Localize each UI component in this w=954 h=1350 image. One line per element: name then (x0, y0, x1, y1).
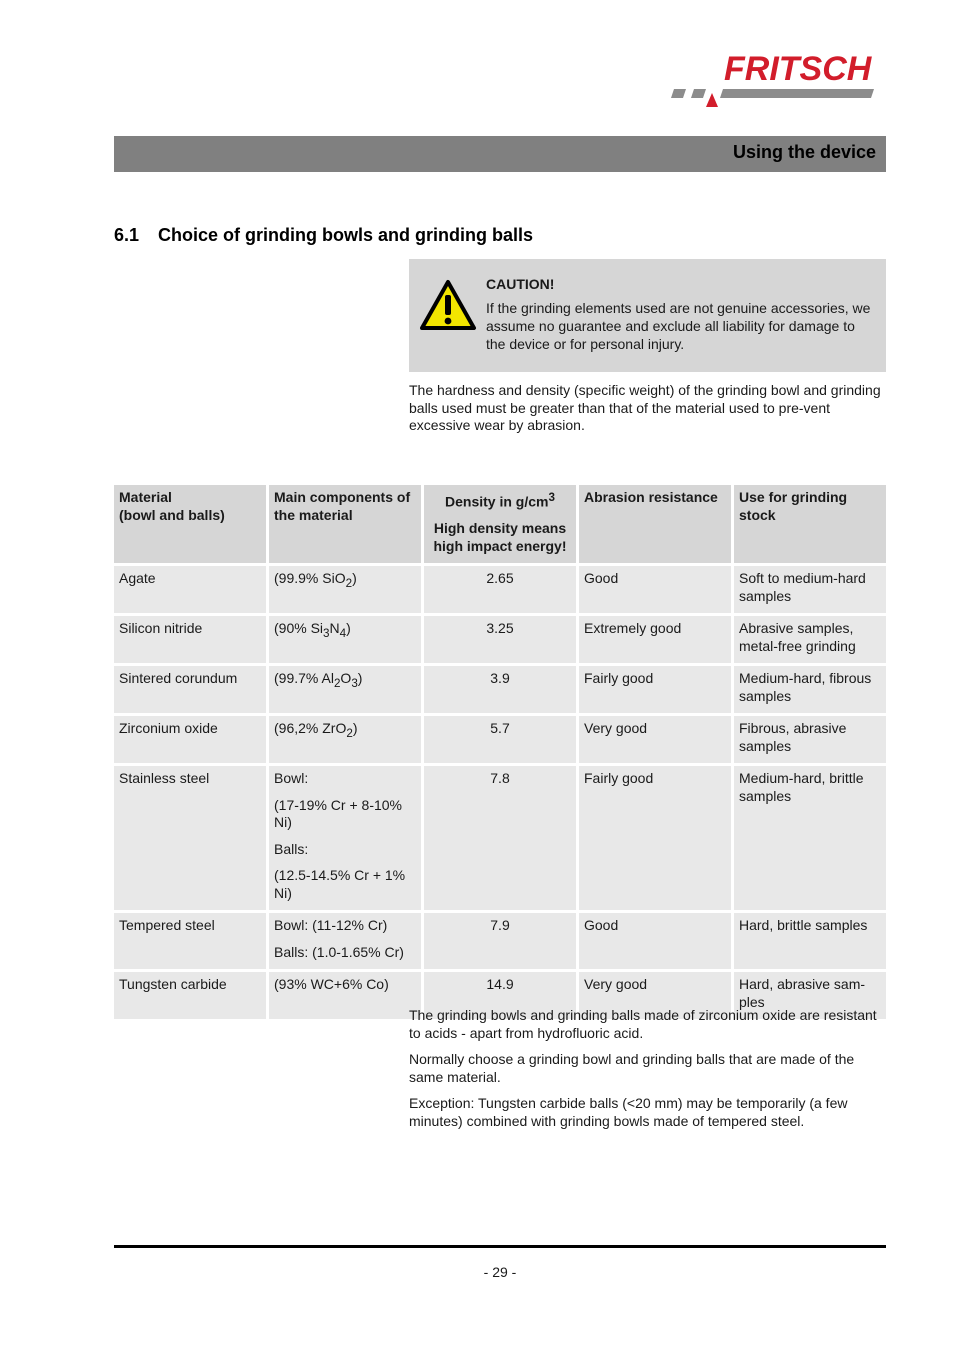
cell-abrasion: Very good (579, 716, 731, 763)
cell-density: 3.9 (424, 666, 576, 713)
cell-abrasion: Good (579, 913, 731, 969)
table-row (114, 766, 886, 910)
cell-components: Bowl: (17-19% Cr + 8-10% Ni) Balls: (12.5-14.5% Cr + 1% Ni) (269, 766, 421, 910)
cell-use: Medium-hard, fibrous samples (734, 666, 886, 713)
note-paragraph: The grinding bowls and grinding balls made of zirconium oxide are resistant to acids - apart from hydrofluoric acid. (409, 1007, 877, 1041)
header-material: Material (bowl and balls) (114, 485, 266, 563)
table-row (114, 616, 886, 663)
table-row (114, 666, 886, 713)
cell-material: Tempered steel (114, 913, 266, 969)
cell-material: Zirconium oxide (114, 716, 266, 763)
chapter-title: Using the device (732, 142, 876, 162)
header-density: Density in $g/cm^3$ High density means high impact energy! (424, 485, 576, 563)
cell-density: 7.8 (424, 766, 576, 910)
cell-density: 2.65 (424, 566, 576, 613)
cell-density: 3.25 (424, 616, 576, 663)
cell-material: Agate (114, 566, 266, 613)
logo-wordmark: FRITSCH (724, 50, 872, 88)
cell-abrasion: Very good (579, 972, 731, 1019)
cell-components: (99.9% SiO$_2$) (269, 566, 421, 613)
cell-components: (99.7% $Al_2O_3$) (269, 666, 421, 713)
chapter-header-band (114, 136, 886, 172)
intro-paragraph: The hardness and density (specific weight) of the grinding bowl and grinding balls used must be greater than that of the material used to pre-vent excessive wear by abrasion. (409, 382, 881, 433)
cell-components: (93% WC+6% Co) (269, 972, 421, 1019)
caution-box (409, 259, 886, 372)
note-paragraph: Exception: Tungsten carbide balls (<20 mm) may be temporarily (a few minutes) combined with grinding bowls made of tempered steel. (409, 1095, 848, 1129)
cell-use: Medium-hard, brittle samples (734, 766, 886, 910)
page-number: - 29 - (483, 1264, 517, 1280)
cell-material: Sintered corundum (114, 666, 266, 713)
table-row (114, 716, 886, 763)
cell-use: Soft to medium-hard samples (734, 566, 886, 613)
cell-abrasion: Extremely good (579, 616, 731, 663)
caution-title: CAUTION! (486, 276, 555, 292)
note-paragraph: Normally choose a grinding bowl and grinding balls that are made of the same material. (409, 1051, 855, 1085)
notes-section (409, 1007, 887, 1139)
cell-use: Hard, brittle samples (734, 913, 886, 969)
table-row (114, 566, 886, 613)
fritsch-logo (668, 50, 888, 112)
cell-density: 7.9 (424, 913, 576, 969)
cell-components: (96,2% ZrO$_2$) (269, 716, 421, 763)
section-number: 6.1 (114, 225, 140, 245)
cell-components: (90% $Si_3N_4$) (269, 616, 421, 663)
cell-material: Tungsten carbide (114, 972, 266, 1019)
section-heading (114, 225, 533, 246)
cell-material: Stainless steel (114, 766, 266, 910)
table-header-row (114, 485, 886, 563)
header-components: Main components of the material (269, 485, 421, 563)
density-note: High density means high impact energy! (433, 520, 567, 554)
header-use: Use for grinding stock (734, 485, 886, 563)
section-title: Choice of grinding bowls and grinding balls (158, 225, 533, 245)
cell-density: 14.9 (424, 972, 576, 1019)
caution-text: If the grinding elements used are not genuine accessories, we assume no guarantee and exclude all liability for damage to the device or for personal injury. (486, 300, 871, 352)
table-row (114, 913, 886, 969)
header-abrasion: Abrasion resistance (579, 485, 731, 563)
cell-abrasion: Fairly good (579, 666, 731, 713)
cell-use: Abrasive samples, metal-free grinding (734, 616, 886, 663)
warning-triangle-icon (419, 279, 477, 331)
logo-stripes-icon (668, 86, 878, 110)
cell-use: Fibrous, abrasive samples (734, 716, 886, 763)
cell-abrasion: Good (579, 566, 731, 613)
cell-components: Bowl: (11-12% Cr) Balls: (1.0-1.65% Cr) (269, 913, 421, 969)
cell-abrasion: Fairly good (579, 766, 731, 910)
cell-material: Silicon nitride (114, 616, 266, 663)
cell-density: 5.7 (424, 716, 576, 763)
footer-divider (114, 1245, 886, 1248)
cell-use: Hard, abrasive sam-ples (734, 972, 886, 1019)
grinding-materials-table (111, 482, 889, 1022)
